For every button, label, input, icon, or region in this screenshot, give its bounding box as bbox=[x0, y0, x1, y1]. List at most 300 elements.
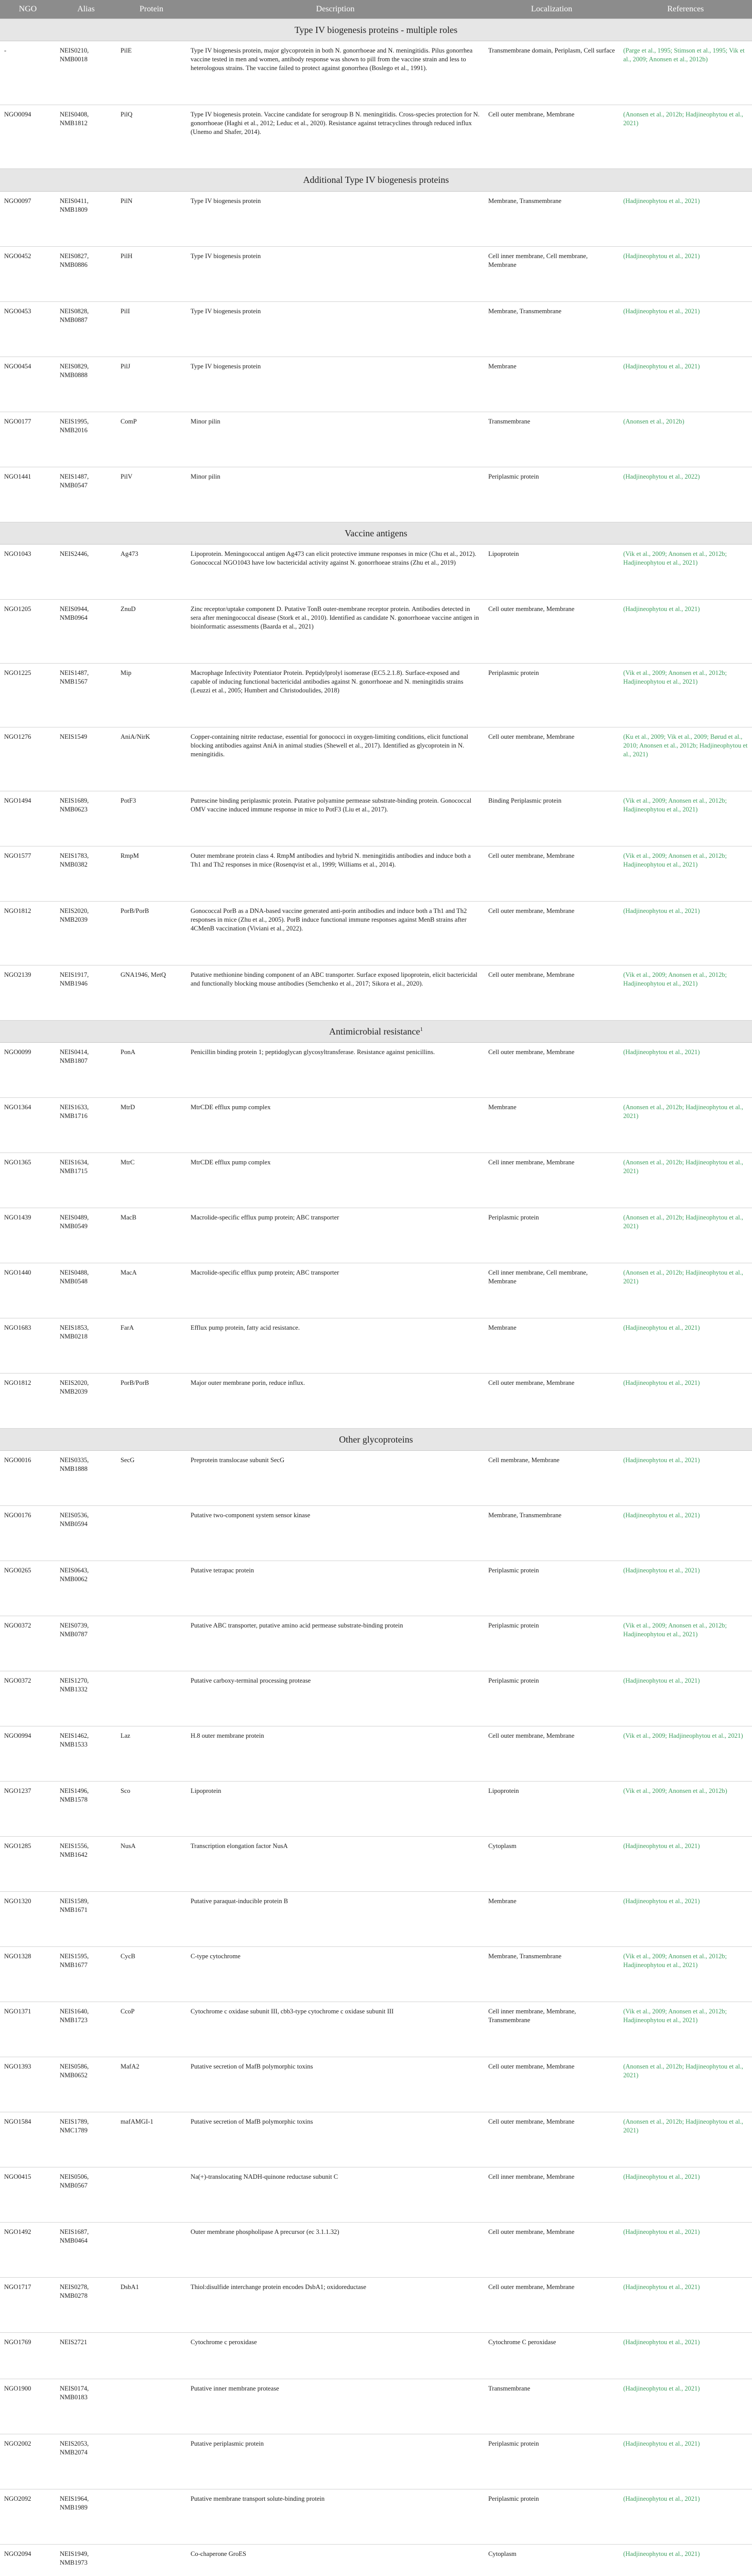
cell-description: Penicillin binding protein 1; peptidoglycan glycosyltransferase. Resistance against penicillins. bbox=[186, 1043, 484, 1098]
cell-references: (Vik et al., 2009; Anonsen et al., 2012b; Hadjineophytou et al., 2021) bbox=[619, 2002, 752, 2057]
cell-description: Minor pilin bbox=[186, 467, 484, 522]
table-row bbox=[0, 1782, 752, 1837]
cell-description: Copper-containing nitrite reductase, essential for gonococci in oxygen-limiting conditions, elicit functional blocking antibodies against AniA in animal studies (Shewell et al., 2017). Identified as glycoprotein in N. meningitidis. bbox=[186, 727, 484, 791]
cell-description: Efflux pump protein, fatty acid resistance. bbox=[186, 1318, 484, 1374]
cell-ngo: NGO2094 bbox=[0, 2545, 56, 2576]
cell-localization: Cell outer membrane, Membrane bbox=[484, 2112, 619, 2167]
cell-localization: Cell inner membrane, Cell membrane, Membrane bbox=[484, 1263, 619, 1318]
cell-alias: NEIS1783, NMB0382 bbox=[56, 846, 116, 901]
table-row bbox=[0, 2002, 752, 2057]
cell-protein: Mip bbox=[116, 663, 186, 727]
cell-references: (Hadjineophytou et al., 2021) bbox=[619, 2434, 752, 2489]
cell-localization: Cell outer membrane, Membrane bbox=[484, 965, 619, 1020]
cell-localization: Periplasmic protein bbox=[484, 2434, 619, 2489]
cell-ngo: NGO1364 bbox=[0, 1098, 56, 1153]
table-row bbox=[0, 599, 752, 663]
cell-localization: Membrane, Transmembrane bbox=[484, 1506, 619, 1561]
cell-alias: NEIS0414, NMB1807 bbox=[56, 1043, 116, 1098]
section-title bbox=[0, 19, 752, 41]
table-row bbox=[0, 191, 752, 246]
cell-protein: PotF3 bbox=[116, 791, 186, 846]
cell-localization: Transmembrane bbox=[484, 412, 619, 467]
cell-references: (Hadjineophytou et al., 2021) bbox=[619, 301, 752, 357]
cell-references: (Anonsen et al., 2012b; Hadjineophytou et al., 2021) bbox=[619, 1153, 752, 1208]
table-row bbox=[0, 1451, 752, 1506]
cell-references: (Hadjineophytou et al., 2021) bbox=[619, 901, 752, 965]
table-row bbox=[0, 2167, 752, 2223]
cell-protein bbox=[116, 1671, 186, 1726]
cell-references: (Hadjineophytou et al., 2021) bbox=[619, 1506, 752, 1561]
table-row bbox=[0, 1098, 752, 1153]
cell-alias: NEIS1595, NMB1677 bbox=[56, 1947, 116, 2002]
cell-alias: NEIS0408, NMB1812 bbox=[56, 105, 116, 169]
cell-protein: FarA bbox=[116, 1318, 186, 1374]
cell-description: Putative ABC transporter, putative amino acid permease substrate-binding protein bbox=[186, 1616, 484, 1671]
cell-ngo: NGO1237 bbox=[0, 1782, 56, 1837]
cell-description: Macrolide-specific efflux pump protein; ABC transporter bbox=[186, 1263, 484, 1318]
cell-description: Zinc receptor/uptake component D. Putative TonB outer-membrane receptor protein. Antibodies detected in sera after meningococcal disease (Stork et al., 2010). Identified as candidate N. gonorrhoeae vaccine antigen in bioinformatic assessments (Baarda et al., 2021) bbox=[186, 599, 484, 663]
cell-localization: Cell outer membrane, Membrane bbox=[484, 2223, 619, 2278]
cell-references: (Hadjineophytou et al., 2021) bbox=[619, 1837, 752, 1892]
cell-localization: Cell outer membrane, Membrane bbox=[484, 1726, 619, 1782]
table-row bbox=[0, 1263, 752, 1318]
cell-description: MtrCDE efflux pump complex bbox=[186, 1153, 484, 1208]
cell-protein: ComP bbox=[116, 412, 186, 467]
cell-description: Outer membrane protein class 4. RmpM antibodies and hybrid N. meningitidis antibodies and induce both a Th1 and Th2 responses in mice (Rosenqvist et al., 1999; Williams et al., 2014). bbox=[186, 846, 484, 901]
cell-description: Co-chaperone GroES bbox=[186, 2545, 484, 2576]
cell-alias: NEIS2020, NMB2039 bbox=[56, 901, 116, 965]
cell-protein bbox=[116, 2434, 186, 2489]
header-ngo: NGO bbox=[0, 0, 56, 19]
cell-ngo: NGO1494 bbox=[0, 791, 56, 846]
cell-description: Lipoprotein. Meningococcal antigen Ag473 can elicit protective immune responses in mice (Chu et al., 2012). Gonococcal NGO1043 have low bactericidal activity against N. gonorrhoeae strains (Zhu et al., 2019) bbox=[186, 544, 484, 599]
cell-localization: Lipoprotein bbox=[484, 544, 619, 599]
cell-protein: NusA bbox=[116, 1837, 186, 1892]
cell-localization: Cell inner membrane, Cell membrane, Membrane bbox=[484, 246, 619, 301]
cell-alias: NEIS1270, NMB1332 bbox=[56, 1671, 116, 1726]
cell-localization: Cell outer membrane, Membrane bbox=[484, 2057, 619, 2112]
table-row bbox=[0, 965, 752, 1020]
cell-protein: MafA2 bbox=[116, 2057, 186, 2112]
section-title bbox=[0, 1020, 752, 1042]
header-row bbox=[0, 0, 752, 19]
cell-ngo: NGO0177 bbox=[0, 412, 56, 467]
cell-localization: Cell inner membrane, Membrane bbox=[484, 1153, 619, 1208]
cell-references: (Hadjineophytou et al., 2021) bbox=[619, 2379, 752, 2434]
cell-ngo: NGO1769 bbox=[0, 2333, 56, 2379]
cell-ngo: NGO0099 bbox=[0, 1043, 56, 1098]
table-row bbox=[0, 412, 752, 467]
cell-localization: Cell inner membrane, Membrane, Transmembrane bbox=[484, 2002, 619, 2057]
cell-references: (Hadjineophytou et al., 2021) bbox=[619, 1671, 752, 1726]
table-row bbox=[0, 2434, 752, 2489]
cell-ngo: NGO1276 bbox=[0, 727, 56, 791]
cell-protein: PorB/PorB bbox=[116, 1374, 186, 1429]
cell-localization: Membrane bbox=[484, 1318, 619, 1374]
cell-alias: NEIS0278, NMB0278 bbox=[56, 2278, 116, 2333]
cell-description: C-type cytochrome bbox=[186, 1947, 484, 2002]
section-row bbox=[0, 169, 752, 191]
table-row bbox=[0, 2223, 752, 2278]
cell-localization: Membrane, Transmembrane bbox=[484, 301, 619, 357]
cell-description: Gonococcal PorB as a DNA-based vaccine generated anti-porin antibodies and induce both a Th1 and Th2 responses in mice (Zhu et al., 2005). PorB induce functional immune responses against MenB strains after 4CMenB vaccination (Viviani et al., 2022). bbox=[186, 901, 484, 965]
cell-alias: NEIS0739, NMB0787 bbox=[56, 1616, 116, 1671]
cell-protein: CycB bbox=[116, 1947, 186, 2002]
cell-ngo: NGO1439 bbox=[0, 1208, 56, 1263]
cell-alias: NEIS0174, NMB0183 bbox=[56, 2379, 116, 2434]
table-row bbox=[0, 901, 752, 965]
cell-protein bbox=[116, 1892, 186, 1947]
section-title bbox=[0, 522, 752, 544]
cell-ngo: NGO1371 bbox=[0, 2002, 56, 2057]
section-title-text: Other glycoproteins bbox=[339, 1434, 413, 1445]
cell-ngo: NGO1683 bbox=[0, 1318, 56, 1374]
table-row bbox=[0, 2112, 752, 2167]
cell-ngo: NGO0452 bbox=[0, 246, 56, 301]
table-row bbox=[0, 1892, 752, 1947]
cell-ngo: NGO1043 bbox=[0, 544, 56, 599]
cell-references: (Hadjineophytou et al., 2021) bbox=[619, 1561, 752, 1616]
cell-protein bbox=[116, 2167, 186, 2223]
cell-alias: NEIS0489, NMB0549 bbox=[56, 1208, 116, 1263]
cell-description: Putative carboxy-terminal processing protease bbox=[186, 1671, 484, 1726]
cell-references: (Anonsen et al., 2012b; Hadjineophytou et al., 2021) bbox=[619, 1263, 752, 1318]
cell-ngo: NGO1320 bbox=[0, 1892, 56, 1947]
table-row bbox=[0, 1561, 752, 1616]
cell-ngo: NGO0372 bbox=[0, 1671, 56, 1726]
cell-description: Putative secretion of MafB polymorphic toxins bbox=[186, 2057, 484, 2112]
cell-alias: NEIS1789, NMC1789 bbox=[56, 2112, 116, 2167]
cell-description: Type IV biogenesis protein, major glycoprotein in both N. gonorrhoeae and N. meningitidis. Pilus gonorrhea vaccine tested in men and women, antibody response was shown to pill from the vaccine strain and less to heterologous strains. The vaccine failed to protect against gonorrhea (Boslego et al., 1991). bbox=[186, 41, 484, 105]
cell-alias: NEIS0506, NMB0567 bbox=[56, 2167, 116, 2223]
cell-localization: Cytochrome C peroxidase bbox=[484, 2333, 619, 2379]
cell-localization: Cell inner membrane, Membrane bbox=[484, 2167, 619, 2223]
cell-localization: Transmembrane domain, Periplasm, Cell surface bbox=[484, 41, 619, 105]
section-title-text: Vaccine antigens bbox=[345, 528, 407, 538]
cell-references: (Vik et al., 2009; Hadjineophytou et al., 2021) bbox=[619, 1726, 752, 1782]
cell-ngo: NGO2139 bbox=[0, 965, 56, 1020]
cell-localization: Cell outer membrane, Membrane bbox=[484, 105, 619, 169]
cell-alias: NEIS2020, NMB2039 bbox=[56, 1374, 116, 1429]
cell-references: (Hadjineophytou et al., 2021) bbox=[619, 191, 752, 246]
cell-references: (Hadjineophytou et al., 2021) bbox=[619, 2545, 752, 2576]
cell-alias: NEIS0827, NMB0886 bbox=[56, 246, 116, 301]
cell-alias: NEIS2446, bbox=[56, 544, 116, 599]
table-row bbox=[0, 1153, 752, 1208]
cell-protein: ZnuD bbox=[116, 599, 186, 663]
cell-protein: PorB/PorB bbox=[116, 901, 186, 965]
table-row bbox=[0, 846, 752, 901]
cell-description: Putative membrane transport solute-binding protein bbox=[186, 2489, 484, 2545]
cell-alias: NEIS1487, NMB0547 bbox=[56, 467, 116, 522]
cell-description: Putrescine binding periplasmic protein. Putative polyamine permease substrate-binding protein. Gonococcal OMV vaccine induced immune response in mice to PotF3 (Liu et al., 2017). bbox=[186, 791, 484, 846]
cell-references: (Vik et al., 2009; Anonsen et al., 2012b; Hadjineophytou et al., 2021) bbox=[619, 663, 752, 727]
cell-alias: NEIS1687, NMB0464 bbox=[56, 2223, 116, 2278]
cell-references: (Hadjineophytou et al., 2021) bbox=[619, 2489, 752, 2545]
cell-description: Major outer membrane porin, reduce influx. bbox=[186, 1374, 484, 1429]
section-title-text: Type IV biogenesis proteins - multiple roles bbox=[294, 25, 458, 35]
cell-ngo: NGO0016 bbox=[0, 1451, 56, 1506]
cell-description: Macrophage Infectivity Potentiator Protein. Peptidylprolyl isomerase (EC5.2.1.8). Surface-exposed and capable of inducing functional bactericidal antibodies against N. gonorrhoeae and N. meningitidis strains (Leuzzi et al., 2005; Humbert and Christodoulides, 2018) bbox=[186, 663, 484, 727]
cell-ngo: NGO1900 bbox=[0, 2379, 56, 2434]
cell-description: Minor pilin bbox=[186, 412, 484, 467]
cell-description: Preprotein translocase subunit SecG bbox=[186, 1451, 484, 1506]
cell-references: (Vik et al., 2009; Anonsen et al., 2012b; Hadjineophytou et al., 2021) bbox=[619, 965, 752, 1020]
cell-localization: Membrane, Transmembrane bbox=[484, 191, 619, 246]
cell-ngo: NGO1225 bbox=[0, 663, 56, 727]
cell-description: Type IV biogenesis protein bbox=[186, 246, 484, 301]
cell-alias: NEIS1487, NMB1567 bbox=[56, 663, 116, 727]
table-row bbox=[0, 727, 752, 791]
cell-localization: Cell membrane, Membrane bbox=[484, 1451, 619, 1506]
cell-description: Transcription elongation factor NusA bbox=[186, 1837, 484, 1892]
cell-protein bbox=[116, 2333, 186, 2379]
cell-references: (Vik et al., 2009; Anonsen et al., 2012b; Hadjineophytou et al., 2021) bbox=[619, 846, 752, 901]
cell-ngo: NGO1812 bbox=[0, 1374, 56, 1429]
cell-protein bbox=[116, 2223, 186, 2278]
cell-references: (Hadjineophytou et al., 2021) bbox=[619, 2333, 752, 2379]
table-row bbox=[0, 2545, 752, 2576]
cell-localization: Membrane bbox=[484, 1892, 619, 1947]
cell-description: Macrolide-specific efflux pump protein; ABC transporter bbox=[186, 1208, 484, 1263]
cell-alias: NEIS0335, NMB1888 bbox=[56, 1451, 116, 1506]
cell-alias: NEIS1556, NMB1642 bbox=[56, 1837, 116, 1892]
cell-references: (Hadjineophytou et al., 2021) bbox=[619, 599, 752, 663]
cell-references: (Hadjineophytou et al., 2021) bbox=[619, 246, 752, 301]
cell-ngo: NGO0454 bbox=[0, 357, 56, 412]
table-row bbox=[0, 1671, 752, 1726]
cell-references: (Hadjineophytou et al., 2021) bbox=[619, 1451, 752, 1506]
cell-protein bbox=[116, 2489, 186, 2545]
cell-alias: NEIS0586, NMB0652 bbox=[56, 2057, 116, 2112]
cell-localization: Cell outer membrane, Membrane bbox=[484, 2278, 619, 2333]
cell-alias: NEIS1633, NMB1716 bbox=[56, 1098, 116, 1153]
cell-references: (Hadjineophytou et al., 2021) bbox=[619, 1043, 752, 1098]
cell-ngo: NGO1492 bbox=[0, 2223, 56, 2278]
cell-ngo: NGO0176 bbox=[0, 1506, 56, 1561]
section-row bbox=[0, 19, 752, 41]
cell-description: Putative paraquat-inducible protein B bbox=[186, 1892, 484, 1947]
cell-alias: NEIS1640, NMB1723 bbox=[56, 2002, 116, 2057]
table-row bbox=[0, 1616, 752, 1671]
cell-protein: RmpM bbox=[116, 846, 186, 901]
cell-alias: NEIS1549 bbox=[56, 727, 116, 791]
section-title-footnote-marker: 1 bbox=[420, 1026, 423, 1032]
table-row bbox=[0, 791, 752, 846]
cell-protein: mafAMGI-1 bbox=[116, 2112, 186, 2167]
cell-protein: PilH bbox=[116, 246, 186, 301]
section-title bbox=[0, 1429, 752, 1451]
section-title-text: Additional Type IV biogenesis proteins bbox=[303, 175, 449, 185]
cell-references: (Parge et al., 1995; Stimson et al., 1995; Vik et al., 2009; Anonsen et al., 2012b) bbox=[619, 41, 752, 105]
cell-ngo: NGO1285 bbox=[0, 1837, 56, 1892]
table-row bbox=[0, 2379, 752, 2434]
cell-description: Type IV biogenesis protein bbox=[186, 301, 484, 357]
cell-description: Putative secretion of MafB polymorphic toxins bbox=[186, 2112, 484, 2167]
cell-alias: NEIS0944, NMB0964 bbox=[56, 599, 116, 663]
table-row bbox=[0, 2489, 752, 2545]
table-row bbox=[0, 1506, 752, 1561]
cell-description: Outer membrane phospholipase A precursor (ec 3.1.1.32) bbox=[186, 2223, 484, 2278]
header-description: Description bbox=[186, 0, 484, 19]
section-title-text: Antimicrobial resistance bbox=[329, 1026, 420, 1037]
table-row bbox=[0, 1947, 752, 2002]
cell-ngo: NGO1441 bbox=[0, 467, 56, 522]
cell-ngo: NGO0415 bbox=[0, 2167, 56, 2223]
table-row bbox=[0, 1208, 752, 1263]
cell-protein: PilI bbox=[116, 301, 186, 357]
cell-localization: Cytoplasm bbox=[484, 2545, 619, 2576]
cell-alias: NEIS1496, NMB1578 bbox=[56, 1782, 116, 1837]
cell-references: (Anonsen et al., 2012b; Hadjineophytou et al., 2021) bbox=[619, 2057, 752, 2112]
cell-alias: NEIS0488, NMB0548 bbox=[56, 1263, 116, 1318]
cell-description: Thiol:disulfide interchange protein encodes DsbA1; oxidoreductase bbox=[186, 2278, 484, 2333]
section-title bbox=[0, 169, 752, 191]
cell-ngo: NGO1393 bbox=[0, 2057, 56, 2112]
cell-references: (Ku et al., 2009; Vik et al., 2009; Børud et al., 2010; Anonsen et al., 2012b; Hadjineophytou et al., 2021) bbox=[619, 727, 752, 791]
cell-references: (Hadjineophytou et al., 2021) bbox=[619, 2223, 752, 2278]
cell-protein: PilV bbox=[116, 467, 186, 522]
section-row bbox=[0, 522, 752, 544]
cell-localization: Transmembrane bbox=[484, 2379, 619, 2434]
cell-protein: MacB bbox=[116, 1208, 186, 1263]
cell-ngo: NGO0265 bbox=[0, 1561, 56, 1616]
table-row bbox=[0, 1837, 752, 1892]
cell-localization: Periplasmic protein bbox=[484, 663, 619, 727]
cell-protein: CcoP bbox=[116, 2002, 186, 2057]
cell-ngo: NGO1328 bbox=[0, 1947, 56, 2002]
cell-ngo: NGO0097 bbox=[0, 191, 56, 246]
cell-alias: NEIS1917, NMB1946 bbox=[56, 965, 116, 1020]
table-row bbox=[0, 1318, 752, 1374]
table-row bbox=[0, 301, 752, 357]
cell-localization: Membrane bbox=[484, 1098, 619, 1153]
cell-localization: Periplasmic protein bbox=[484, 1561, 619, 1616]
cell-ngo: NGO1205 bbox=[0, 599, 56, 663]
cell-references: (Anonsen et al., 2012b; Hadjineophytou et al., 2021) bbox=[619, 105, 752, 169]
cell-alias: NEIS1964, NMB1989 bbox=[56, 2489, 116, 2545]
cell-localization: Cell outer membrane, Membrane bbox=[484, 846, 619, 901]
cell-alias: NEIS0210, NMB0018 bbox=[56, 41, 116, 105]
cell-protein: PilE bbox=[116, 41, 186, 105]
cell-description: Putative methionine binding component of an ABC transporter. Surface exposed lipoprotein, elicit bactericidal and functionally blocking mouse antibodies (Semchenko et al., 2017; Sikora et al., 2020). bbox=[186, 965, 484, 1020]
cell-references: (Vik et al., 2009; Anonsen et al., 2012b; Hadjineophytou et al., 2021) bbox=[619, 1947, 752, 2002]
cell-protein bbox=[116, 2545, 186, 2576]
cell-ngo: NGO2002 bbox=[0, 2434, 56, 2489]
cell-references: (Hadjineophytou et al., 2021) bbox=[619, 2167, 752, 2223]
cell-alias: NEIS2721 bbox=[56, 2333, 116, 2379]
cell-protein: Sco bbox=[116, 1782, 186, 1837]
cell-references: (Vik et al., 2009; Anonsen et al., 2012b) bbox=[619, 1782, 752, 1837]
cell-localization: Cell outer membrane, Membrane bbox=[484, 727, 619, 791]
table-row bbox=[0, 663, 752, 727]
cell-alias: NEIS0829, NMB0888 bbox=[56, 357, 116, 412]
cell-alias: NEIS1589, NMB1671 bbox=[56, 1892, 116, 1947]
cell-description: Type IV biogenesis protein bbox=[186, 357, 484, 412]
header-protein: Protein bbox=[116, 0, 186, 19]
header-references: References bbox=[619, 0, 752, 19]
cell-alias: NEIS0643, NMB0062 bbox=[56, 1561, 116, 1616]
cell-protein: Ag473 bbox=[116, 544, 186, 599]
cell-description: Putative tetrapac protein bbox=[186, 1561, 484, 1616]
cell-description: Type IV biogenesis protein bbox=[186, 191, 484, 246]
cell-ngo: NGO1717 bbox=[0, 2278, 56, 2333]
header-localization: Localization bbox=[484, 0, 619, 19]
cell-description: Cytochrome c peroxidase bbox=[186, 2333, 484, 2379]
cell-references: (Anonsen et al., 2012b; Hadjineophytou et al., 2021) bbox=[619, 1098, 752, 1153]
cell-description: MtrCDE efflux pump complex bbox=[186, 1098, 484, 1153]
cell-description: Lipoprotein bbox=[186, 1782, 484, 1837]
header-alias: Alias bbox=[56, 0, 116, 19]
cell-ngo: NGO0994 bbox=[0, 1726, 56, 1782]
cell-localization: Lipoprotein bbox=[484, 1782, 619, 1837]
cell-ngo: NGO2092 bbox=[0, 2489, 56, 2545]
cell-protein: DsbA1 bbox=[116, 2278, 186, 2333]
cell-references: (Hadjineophytou et al., 2022) bbox=[619, 467, 752, 522]
cell-references: (Hadjineophytou et al., 2021) bbox=[619, 1374, 752, 1429]
table-row bbox=[0, 357, 752, 412]
cell-localization: Binding Periplasmic protein bbox=[484, 791, 619, 846]
cell-ngo: NGO1812 bbox=[0, 901, 56, 965]
cell-references: (Hadjineophytou et al., 2021) bbox=[619, 1892, 752, 1947]
cell-localization: Periplasmic protein bbox=[484, 1671, 619, 1726]
cell-localization: Cell outer membrane, Membrane bbox=[484, 599, 619, 663]
cell-alias: NEIS1689, NMB0623 bbox=[56, 791, 116, 846]
cell-ngo: NGO1584 bbox=[0, 2112, 56, 2167]
cell-ngo: NGO0453 bbox=[0, 301, 56, 357]
table-row bbox=[0, 2333, 752, 2379]
cell-description: Putative inner membrane protease bbox=[186, 2379, 484, 2434]
cell-ngo: NGO1577 bbox=[0, 846, 56, 901]
table-body bbox=[0, 19, 752, 2576]
section-row bbox=[0, 1020, 752, 1042]
cell-protein: PilN bbox=[116, 191, 186, 246]
cell-description: H.8 outer membrane protein bbox=[186, 1726, 484, 1782]
cell-localization: Cell outer membrane, Membrane bbox=[484, 1374, 619, 1429]
table-row bbox=[0, 41, 752, 105]
section-row bbox=[0, 1429, 752, 1451]
table-row bbox=[0, 105, 752, 169]
cell-alias: NEIS1462, NMB1533 bbox=[56, 1726, 116, 1782]
cell-localization: Membrane bbox=[484, 357, 619, 412]
cell-protein: MtrC bbox=[116, 1153, 186, 1208]
cell-localization: Periplasmic protein bbox=[484, 467, 619, 522]
cell-protein: MacA bbox=[116, 1263, 186, 1318]
cell-description: Type IV biogenesis protein. Vaccine candidate for serogroup B N. meningitidis. Cross-species protection for N. gonorrhoeae (Haghi et al., 2012; Leduc et al., 2020). Resistance against tetracyclines through reduced influx (Unemo and Shafer, 2014). bbox=[186, 105, 484, 169]
cell-localization: Cytoplasm bbox=[484, 1837, 619, 1892]
cell-ngo: - bbox=[0, 41, 56, 105]
cell-localization: Membrane, Transmembrane bbox=[484, 1947, 619, 2002]
cell-description: Putative two-component system sensor kinase bbox=[186, 1506, 484, 1561]
table-row bbox=[0, 544, 752, 599]
cell-protein: PonA bbox=[116, 1043, 186, 1098]
cell-ngo: NGO0372 bbox=[0, 1616, 56, 1671]
table-row bbox=[0, 1374, 752, 1429]
cell-references: (Vik et al., 2009; Anonsen et al., 2012b; Hadjineophytou et al., 2021) bbox=[619, 544, 752, 599]
cell-localization: Cell outer membrane, Membrane bbox=[484, 901, 619, 965]
cell-protein: PilQ bbox=[116, 105, 186, 169]
table-row bbox=[0, 2278, 752, 2333]
cell-localization: Periplasmic protein bbox=[484, 1616, 619, 1671]
cell-protein: AniA/NirK bbox=[116, 727, 186, 791]
cell-protein: SecG bbox=[116, 1451, 186, 1506]
cell-protein: GNA1946, MetQ bbox=[116, 965, 186, 1020]
cell-ngo: NGO0094 bbox=[0, 105, 56, 169]
cell-references: (Hadjineophytou et al., 2021) bbox=[619, 1318, 752, 1374]
cell-ngo: NGO1440 bbox=[0, 1263, 56, 1318]
cell-references: (Anonsen et al., 2012b; Hadjineophytou et al., 2021) bbox=[619, 2112, 752, 2167]
table-row bbox=[0, 1726, 752, 1782]
